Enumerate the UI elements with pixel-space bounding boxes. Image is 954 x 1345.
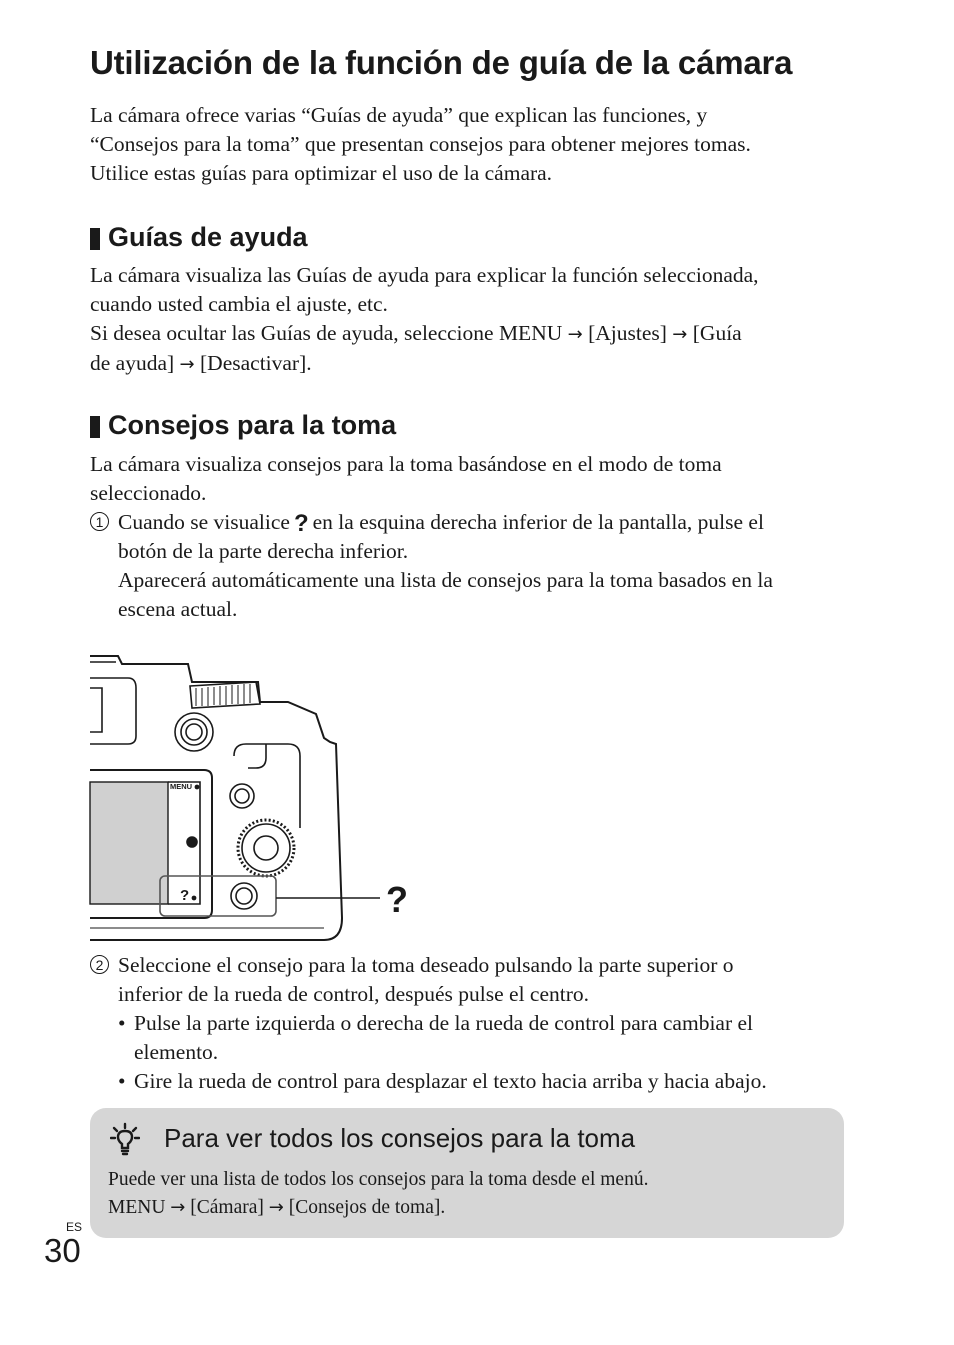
bullet-line: elemento. xyxy=(134,1040,219,1064)
menu-label: MENU xyxy=(170,782,193,791)
section-marker-icon xyxy=(90,228,100,250)
section-marker-icon xyxy=(90,416,100,438)
step-line: Aparecerá automáticamente una lista de consejos para la toma basados en la xyxy=(118,568,773,592)
section-heading-tips xyxy=(90,410,396,441)
section-heading-help xyxy=(90,222,308,253)
help-line xyxy=(90,349,870,379)
arrow-icon: → xyxy=(179,354,195,375)
arrow-icon: → xyxy=(567,324,583,345)
step-line: escena actual. xyxy=(118,597,238,621)
step-line: inferior de la rueda de control, después pulse el centro. xyxy=(118,982,590,1006)
step-text: en la esquina derecha inferior de la pantalla, pulse el xyxy=(312,510,764,534)
page-number: 30 xyxy=(44,1232,81,1269)
help-question-icon: ? xyxy=(293,510,309,537)
language-tag: ES xyxy=(66,1220,83,1234)
callout-question-icon: ? xyxy=(386,879,408,920)
intro-line: “Consejos para la toma” que presentan consejos para obtener mejores tomas. xyxy=(90,132,751,156)
tips-line: seleccionado. xyxy=(90,481,207,505)
help-line xyxy=(90,319,870,349)
bullet-icon: • xyxy=(118,1069,126,1093)
step-line xyxy=(118,508,870,537)
bullet-icon: • xyxy=(118,1011,126,1035)
section-heading-text: Guías de ayuda xyxy=(108,222,308,252)
section-heading-text: Consejos para la toma xyxy=(108,410,397,440)
bullet-line: Pulse la parte izquierda o derecha de la rueda de control para cambiar el xyxy=(134,1011,754,1035)
arrow-icon: → xyxy=(672,324,688,345)
help-paragraph xyxy=(90,261,870,379)
tip-title: Para ver todos los consejos para la toma xyxy=(164,1123,636,1153)
step-text: Cuando se visualice xyxy=(118,510,290,534)
help-dot-icon xyxy=(192,896,197,901)
tips-line: La cámara visualiza consejos para la toma basándose en el modo de toma xyxy=(90,452,722,476)
tip-text: [Consejos de toma]. xyxy=(288,1197,446,1218)
step-number-icon: 2 xyxy=(90,955,109,974)
camera-back-illustration xyxy=(88,648,418,948)
help-button-label: ? xyxy=(180,887,190,904)
menu-dot-icon xyxy=(195,785,200,790)
intro-line: La cámara ofrece varias “Guías de ayuda” que explican las funciones, y xyxy=(90,103,708,127)
step-2 xyxy=(90,951,870,1009)
arrow-icon: → xyxy=(268,1197,284,1218)
step-line: Seleccione el consejo para la toma deseado pulsando la parte superior o xyxy=(118,953,734,977)
page-title: Utilización de la función de guía de la cámara xyxy=(90,44,793,81)
help-text: [Guía xyxy=(692,321,742,345)
arrow-icon: → xyxy=(170,1197,186,1218)
tip-line xyxy=(108,1194,828,1222)
tip-text: MENU xyxy=(108,1197,166,1218)
help-text: [Ajustes] xyxy=(588,321,667,345)
help-text: Si desea ocultar las Guías de ayuda, seleccione MENU xyxy=(90,321,563,345)
step-1 xyxy=(90,508,870,624)
intro-paragraph xyxy=(90,101,870,188)
bullet-item xyxy=(118,1067,858,1096)
tip-line: Puede ver una lista de todos los consejos para la toma desde el menú. xyxy=(108,1169,649,1190)
tips-paragraph xyxy=(90,450,870,508)
step-number-icon: 1 xyxy=(90,512,109,531)
bullet-item xyxy=(118,1009,858,1067)
help-text: de ayuda] xyxy=(90,351,175,375)
tip-body xyxy=(108,1166,828,1222)
tip-box xyxy=(90,1108,844,1238)
intro-line: Utilice estas guías para optimizar el uso de la cámara. xyxy=(90,161,553,185)
help-text: [Desactivar]. xyxy=(200,351,312,375)
step-line: botón de la parte derecha inferior. xyxy=(118,539,409,563)
lightbulb-icon xyxy=(110,1122,140,1156)
help-line: cuando usted cambia el ajuste, etc. xyxy=(90,292,388,316)
bullet-line: Gire la rueda de control para desplazar el texto hacia arriba y hacia abajo. xyxy=(134,1069,767,1093)
help-line: La cámara visualiza las Guías de ayuda para explicar la función seleccionada, xyxy=(90,263,759,287)
tip-text: [Cámara] xyxy=(190,1197,264,1218)
